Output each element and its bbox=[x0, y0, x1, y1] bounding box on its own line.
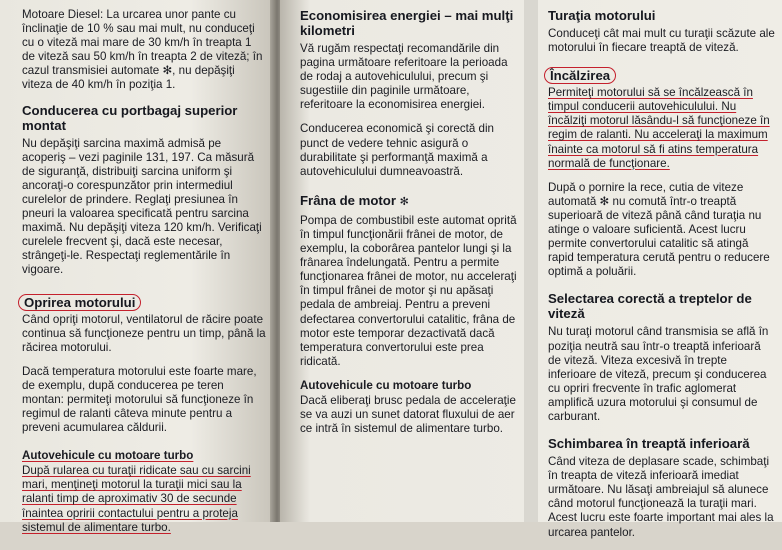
engine-stop-paragraph-1: Când opriţi motorul, ventilatorul de răcire poate continua să funcţioneze pentru un timp, până la răcirea motorului. bbox=[22, 312, 266, 354]
heading-engine-brake: Frâna de motor bbox=[300, 192, 396, 208]
downshift-paragraph: Când viteza de deplasare scade, schimbaţi în treapta de viteză inferioară imediat următoare. Nu lăsaţi ambreiajul să alunece când motorul funcţionează la turaţii mari. Acest lucru este foarte important mai ales la urcarea pantelor. bbox=[548, 455, 774, 539]
heading-turbo-mid: Autovehicule cu motoare turbo bbox=[300, 378, 472, 392]
heading-engine-brake-wrapper bbox=[300, 193, 522, 210]
right-column bbox=[548, 8, 776, 550]
heading-energy-saving: Economisirea energiei – mai mulţi kilometri bbox=[300, 8, 514, 38]
diesel-paragraph: Motoare Diesel: La urcarea unor pante cu înclinaţie de 10 % sau mai mult, nu conduceţi cu o viteză mai mare de 30 km/h în treapta 1 de viteză sau 50 km/h în treapta 2 de viteză; în cazul transmisiei automate ✻, nu depăşiţi viteza de 40 km/h în poziţia 1. bbox=[22, 8, 263, 92]
energy-paragraph-2: Conducerea economică şi corectă din punct de vedere tehnic asigură o durabilitate şi performanţă maximă a autovehiculului dumneavoastră. bbox=[300, 122, 494, 178]
warmup-paragraph-2: După o pornire la rece, cutia de viteze automată ✻ nu comută într-o treaptă superioară de viteză până când turaţia nu atinge o valoare suficientă. Acest lucru permite convertorului catalitic să atingă rapid temperatura cerută pentru o reducere optimă a poluării. bbox=[548, 180, 770, 279]
heading-engine-stop-wrapper bbox=[22, 294, 266, 311]
heading-warmup: Încălzirea bbox=[544, 67, 616, 84]
engine-brake-paragraph: Pompa de combustibil este automat oprită în timpul funcţionării frânei de motor, de exemplu, la coborârea pantelor lungi şi la frânarea îndelungată. Pentru a permite funcţionarea frânei de motor, nu acceleraţi în timpul frânei de motor şi nu apăsaţi pedala de ambreiaj. Pentru a preveni defectarea convertorului catalitic, frâna de motor este temporar dezactivată dacă temperatura convertorului este prea ridicată. bbox=[300, 213, 517, 368]
roof-rack-paragraph: Nu depăşiţi sarcina maximă admisă pe acoperiş – vezi paginile 131, 197. Ca măsură de siguranţă, distribuiţi sarcina uniform şi ancoraţi-o corespunzător prin intermediul curelelor de prindere. Reglaţi presiunea în pneuri la valoarea specificată pentru sarcina maximă. Nu depăşiţi viteza 120 km/h. Verificaţi curelele frecvent şi, dacă este necesar, strângeţi-le. Respectaţi reglementările în vigoare. bbox=[22, 136, 262, 277]
middle-column bbox=[300, 8, 522, 446]
engine-stop-paragraph-2: Dacă temperatura motorului este foarte mare, de exemplu, după conducerea pe teren montan: permiteţi motorului să funcţioneze în regimul de ralanti câteva minute pentru a preveni acumularea căldurii. bbox=[22, 364, 257, 435]
energy-paragraph-1: Vă rugăm respectaţi recomandările din pagina următoare referitoare la perioada de rodaj a autovehiculului, precum şi sugestiile din paginile următoare, referitoare la economisirea energiei. bbox=[300, 42, 508, 112]
heading-turbo-left: Autovehicule cu motoare turbo bbox=[22, 449, 194, 463]
left-column bbox=[22, 8, 266, 545]
heading-engine-stop: Oprirea motorului bbox=[18, 294, 141, 311]
gear-selection-paragraph: Nu turaţi motorul când transmisia se află în poziţia neutră sau într-o treaptă inferioară de viteză. Viteza excesivă în trepte inferioare de viteză, precum şi conducerea cu opriri frecvente în trafic aglomerat amplifică uzura motorului şi consumul de carburant. bbox=[548, 325, 769, 423]
left-page bbox=[0, 0, 272, 534]
heading-turbo-left-wrapper bbox=[22, 449, 266, 463]
turbo-left-paragraph: După rularea cu turaţii ridicate sau cu sarcini mari, menţineţi motorul la turaţii mici sau la ralanti timp de aproximativ 30 de secunde înaintea opririi contactului pentru a proteja sistemul de alimentare turbo. bbox=[22, 464, 251, 534]
heading-engine-speed: Turaţia motorului bbox=[548, 8, 656, 23]
right-page bbox=[280, 0, 782, 539]
optional-equipment-icon: ✻ bbox=[399, 195, 409, 208]
warmup-paragraph-1: Permiteţi motorului să se încălzească în timpul conducerii autovehiculului. Nu încălziţi motorul lăsându-l să funcţioneze în regim de ralanti. Nu acceleraţi la maximum înainte ca motorul să fi atins temperatura normală de funcţionare. bbox=[548, 86, 770, 170]
turbo-mid-paragraph: Dacă eliberaţi brusc pedala de acceleraţie se va auzi un sunet datorat fluxului de aer ce intră în sistemul de alimentare turbo. bbox=[300, 393, 516, 436]
heading-roof-rack: Conducerea cu portbagaj superior montat bbox=[22, 102, 238, 133]
heading-downshift: Schimbarea în treaptă inferioară bbox=[548, 436, 750, 452]
heading-warmup-wrapper bbox=[548, 67, 776, 84]
engine-speed-paragraph: Conduceţi cât mai mult cu turaţii scăzute ale motorului în fiecare treaptă de viteză. bbox=[548, 27, 775, 55]
page-fold-shadow bbox=[524, 0, 538, 522]
heading-gear-selection: Selectarea corectă a treptelor de viteză bbox=[548, 291, 752, 322]
